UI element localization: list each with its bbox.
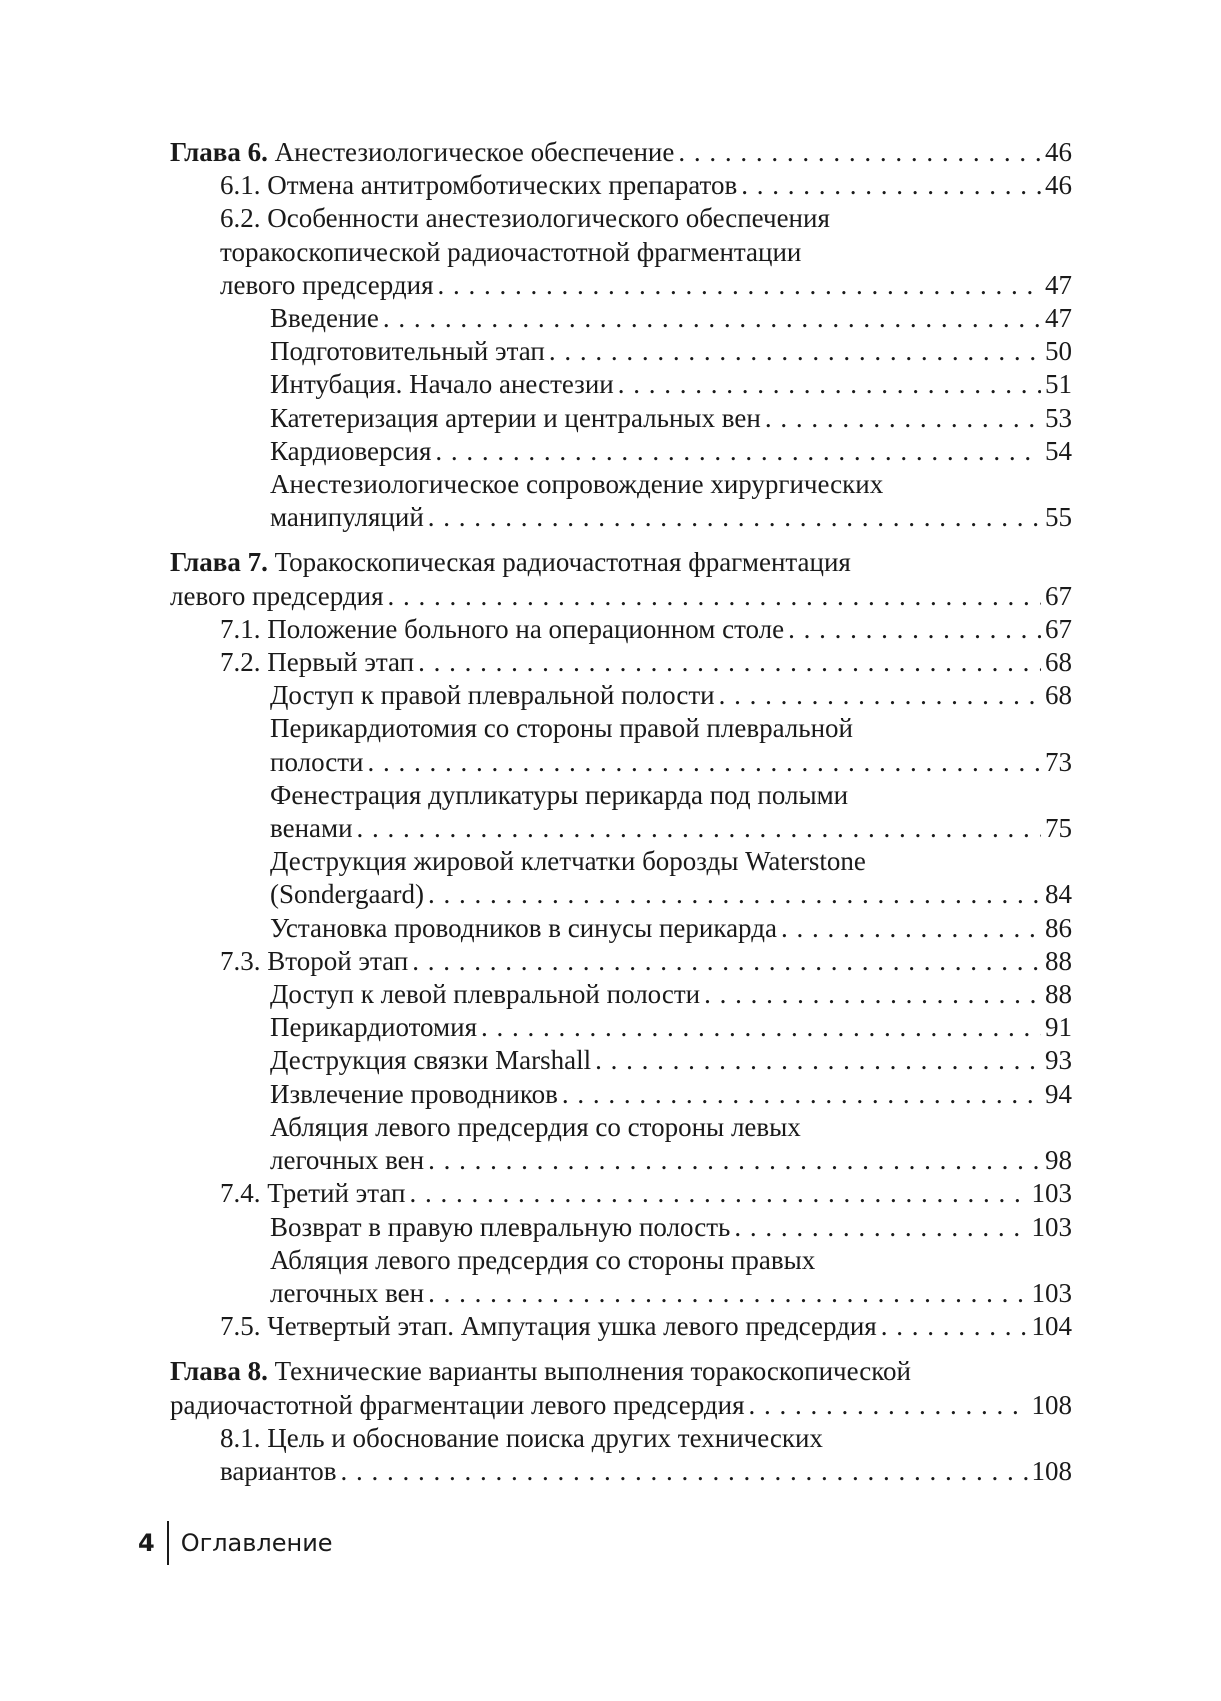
page-number: 67	[1045, 580, 1072, 611]
page-number: 84	[1045, 879, 1072, 910]
dot-leader	[435, 435, 1041, 468]
entry-title: Интубация. Начало анестезии	[270, 369, 614, 400]
dot-leader	[388, 580, 1041, 613]
chapter-label: Глава 8.	[170, 1356, 268, 1387]
entry-title: Кардиоверсия	[270, 435, 432, 466]
entry-title: 7.3. Второй этап	[220, 945, 409, 976]
entry-title: Деструкция жировой клетчатки борозды Waterstone	[270, 846, 866, 877]
entry-title: вариантов	[220, 1455, 337, 1486]
toc-entry-chapter-8[interactable]	[170, 1355, 1072, 1421]
dot-leader	[438, 269, 1041, 302]
page-number: 46	[1045, 170, 1072, 201]
entry-title: Извлечение проводников	[270, 1078, 558, 1109]
chapter-title	[170, 1355, 1072, 1388]
toc-entry-8-1[interactable]	[170, 1422, 1072, 1488]
toc-entry-6-2-surgical-support[interactable]	[170, 468, 1072, 534]
entry-title: 7.2. Первый этап	[220, 647, 415, 678]
chapter-title-text: Анестезиологическое обеспечение	[267, 137, 675, 167]
entry-title: Возврат в правую плевральную полость	[270, 1211, 731, 1242]
entry-title: левого предсердия	[220, 269, 434, 300]
footer-divider	[167, 1521, 169, 1565]
page-number: 46	[1045, 137, 1072, 167]
page-number: 53	[1045, 402, 1072, 433]
dot-leader	[340, 1455, 1027, 1488]
page-number: 93	[1045, 1045, 1072, 1076]
toc-entry-7-2-waterstone[interactable]	[170, 845, 1072, 911]
dot-leader	[781, 912, 1041, 945]
page-number: 108	[1031, 1455, 1072, 1486]
entry-title: торакоскопической радиочастотной фрагментации	[220, 236, 802, 267]
toc-entry-6-2-introduction[interactable]	[170, 302, 1072, 335]
dot-leader	[428, 1144, 1041, 1177]
chapter-6	[170, 136, 1072, 534]
dot-leader	[357, 812, 1041, 845]
chapter-label: Глава 7.	[170, 547, 268, 578]
dot-leader	[881, 1310, 1028, 1343]
page-number: 47	[1045, 303, 1072, 334]
dot-leader	[549, 335, 1041, 368]
dot-leader	[788, 613, 1041, 646]
dot-leader	[741, 169, 1041, 202]
footer-section-title: Оглавление	[180, 1529, 333, 1557]
page-number: 103	[1031, 1277, 1072, 1308]
page-number: 55	[1045, 502, 1072, 533]
toc-entry-7-5[interactable]	[170, 1310, 1072, 1343]
page-number: 104	[1031, 1311, 1072, 1342]
dot-leader	[749, 1389, 1028, 1422]
entry-title: Анестезиологическое сопровождение хирургических	[270, 469, 884, 500]
table-of-contents	[170, 136, 1072, 1488]
toc-entry-7-3-pericardiotomy[interactable]	[170, 1011, 1072, 1044]
entry-title: Перикардиотомия	[270, 1012, 477, 1043]
toc-entry-7-2-guides[interactable]	[170, 912, 1072, 945]
toc-entry-6-2-cardioversion[interactable]	[170, 435, 1072, 468]
dot-leader	[428, 501, 1041, 534]
toc-entry-7-3-ablation-left[interactable]	[170, 1111, 1072, 1177]
chapter-title	[170, 136, 674, 169]
entry-title: Абляция левого предсердия со стороны левых	[270, 1111, 801, 1142]
dot-leader	[412, 945, 1041, 978]
entry-title: 8.1. Цель и обоснование поиска других технических	[220, 1422, 823, 1453]
footer-page-number: 4	[138, 1529, 155, 1557]
toc-entry-6-1[interactable]	[170, 169, 1072, 202]
toc-entry-6-2-intubation[interactable]	[170, 368, 1072, 401]
toc-entry-6-2[interactable]	[170, 202, 1072, 302]
page-number: 91	[1045, 1012, 1072, 1043]
dot-leader	[367, 746, 1041, 779]
dot-leader	[704, 978, 1041, 1011]
entry-title: 6.1. Отмена антитромботических препаратов	[220, 170, 738, 201]
entry-title: Фенестрация дупликатуры перикарда под полыми	[270, 779, 849, 810]
chapter-title-text: левого предсердия	[170, 580, 384, 611]
toc-entry-7-3-left-access[interactable]	[170, 978, 1072, 1011]
entry-title: Введение	[270, 303, 379, 334]
toc-entry-7-2-right-access[interactable]	[170, 679, 1072, 712]
chapter-title-text: радиочастотной фрагментации левого предсердия	[170, 1389, 745, 1420]
entry-title: Катетеризация артерии и центральных вен	[270, 402, 761, 433]
entry-title: Перикардиотомия со стороны правой плевральной	[270, 713, 853, 744]
page-number: 94	[1045, 1078, 1072, 1109]
chapter-title-text: Торакоскопическая радиочастотная фрагментация	[267, 547, 851, 578]
dot-leader	[678, 136, 1041, 169]
chapter-title-text: Технические варианты выполнения торакоскопической	[267, 1356, 911, 1387]
page-number: 86	[1045, 912, 1072, 943]
dot-leader	[428, 1277, 1027, 1310]
dot-leader	[481, 1011, 1041, 1044]
entry-title: манипуляций	[270, 502, 424, 533]
page-number: 98	[1045, 1145, 1072, 1176]
dot-leader	[562, 1078, 1041, 1111]
dot-leader	[765, 402, 1041, 435]
dot-leader	[595, 1044, 1041, 1077]
entry-title: легочных вен	[270, 1145, 425, 1176]
entry-title: (Sondergaard)	[270, 879, 424, 910]
entry-title: полости	[270, 746, 364, 777]
page-number: 88	[1045, 979, 1072, 1010]
toc-entry-7-4-ablation-right[interactable]	[170, 1244, 1072, 1310]
toc-entry-chapter-6[interactable]	[170, 136, 1072, 169]
page-number: 88	[1045, 945, 1072, 976]
dot-leader	[719, 679, 1041, 712]
toc-entry-7-2[interactable]	[170, 646, 1072, 679]
toc-entry-7-4[interactable]	[170, 1177, 1072, 1210]
chapter-title	[170, 546, 1072, 579]
dot-leader	[418, 646, 1041, 679]
dot-leader	[383, 302, 1041, 335]
entry-title: 6.2. Особенности анестезиологического обеспечения	[220, 203, 830, 234]
page-number: 51	[1045, 369, 1072, 400]
entry-title: 7.1. Положение больного на операционном столе	[220, 613, 785, 644]
page-number: 54	[1045, 435, 1072, 466]
toc-entry-7-2-pericardiotomy-right[interactable]	[170, 712, 1072, 778]
chapter-label: Глава 6.	[170, 137, 268, 167]
dot-leader	[409, 1177, 1027, 1210]
chapter-8	[170, 1355, 1072, 1488]
toc-entry-7-3-marshall[interactable]	[170, 1044, 1072, 1077]
toc-entry-6-2-preparatory[interactable]	[170, 335, 1072, 368]
entry-title: Доступ к правой плевральной полости	[270, 680, 715, 711]
entry-title: Подготовительный этап	[270, 336, 545, 367]
page-number: 75	[1045, 813, 1072, 844]
dot-leader	[618, 368, 1041, 401]
page-number: 103	[1031, 1211, 1072, 1242]
dot-leader	[734, 1211, 1027, 1244]
page-footer	[138, 1521, 333, 1565]
entry-title: Абляция левого предсердия со стороны правых	[270, 1244, 816, 1275]
toc-entry-chapter-7[interactable]	[170, 546, 1072, 612]
toc-entry-7-3[interactable]	[170, 945, 1072, 978]
chapter-7	[170, 546, 1072, 1343]
page-number: 50	[1045, 336, 1072, 367]
entry-title: Деструкция связки Marshall	[270, 1045, 592, 1076]
page-number: 68	[1045, 680, 1072, 711]
toc-entry-7-4-return[interactable]	[170, 1211, 1072, 1244]
toc-entry-7-1[interactable]	[170, 613, 1072, 646]
page-number: 108	[1031, 1389, 1072, 1420]
toc-entry-7-3-extraction[interactable]	[170, 1078, 1072, 1111]
page-number: 73	[1045, 746, 1072, 777]
entry-title: легочных вен	[270, 1277, 425, 1308]
page-number: 67	[1045, 613, 1072, 644]
entry-title: Доступ к левой плевральной полости	[270, 979, 701, 1010]
toc-entry-7-2-fenestration[interactable]	[170, 779, 1072, 845]
entry-title: венами	[270, 813, 353, 844]
entry-title: 7.5. Четвертый этап. Ампутация ушка левого предсердия	[220, 1311, 877, 1342]
dot-leader	[428, 878, 1041, 911]
entry-title: 7.4. Третий этап	[220, 1178, 406, 1209]
page-number: 47	[1045, 269, 1072, 300]
page-number: 68	[1045, 647, 1072, 678]
entry-title: Установка проводников в синусы перикарда	[270, 912, 777, 943]
toc-entry-6-2-catheterization[interactable]	[170, 402, 1072, 435]
page-number: 103	[1031, 1178, 1072, 1209]
